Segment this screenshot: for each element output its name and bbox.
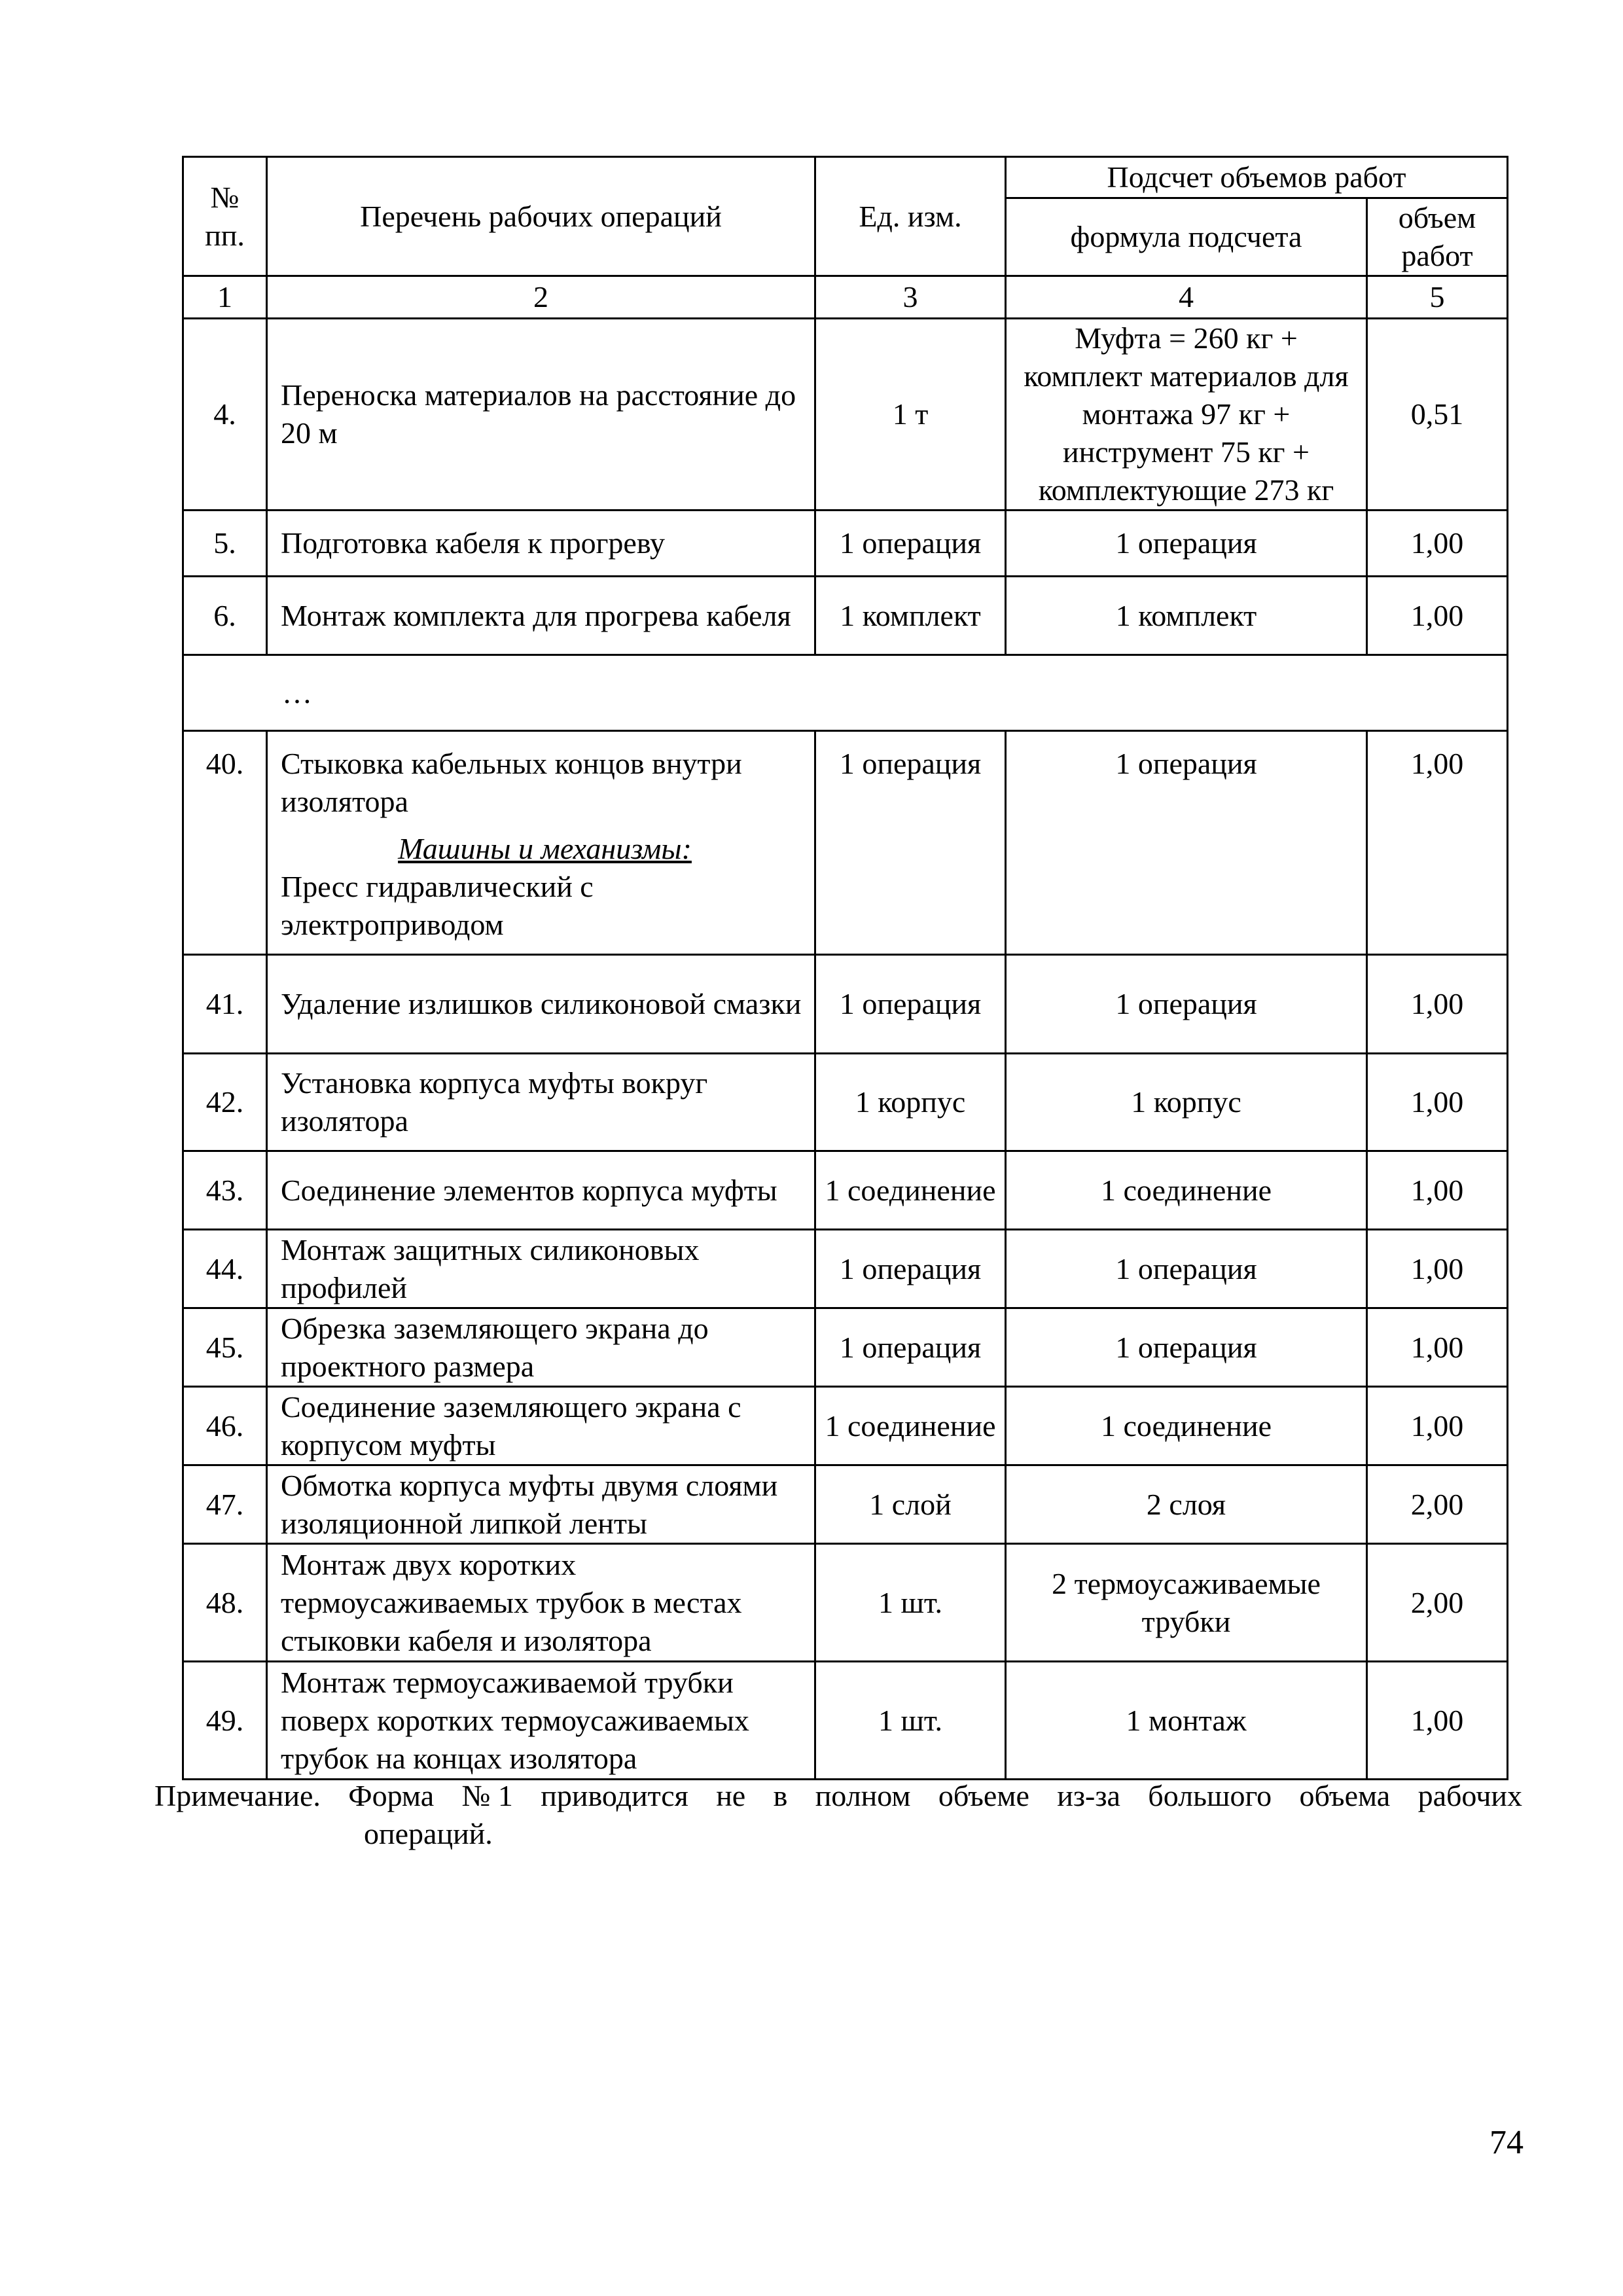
row-num: 45. [183,1308,267,1387]
row-operation: Подготовка кабеля к прогреву [267,511,815,577]
row-num: 40. [183,731,267,955]
row-num: 42. [183,1054,267,1151]
row-formula: 1 соединение [1006,1151,1367,1230]
row-unit: 1 слой [815,1465,1006,1544]
row-num: 43. [183,1151,267,1230]
table-row [183,1151,1508,1230]
header-num: № пп. [183,157,267,276]
row-num: 44. [183,1230,267,1308]
row-volume: 1,00 [1367,1230,1508,1308]
row-unit: 1 соединение [815,1151,1006,1230]
note-word: Примечание. [154,1779,321,1812]
row-volume: 1,00 [1367,1151,1508,1230]
note-line-1 [154,1777,1522,1815]
table-row [183,1054,1508,1151]
note-word: приводится [541,1779,688,1812]
note-word: Форма [348,1779,435,1812]
note-word: № 1 [461,1779,513,1812]
note-word: полном [815,1779,911,1812]
column-number: 4 [1006,276,1367,319]
row-formula: 1 корпус [1006,1054,1367,1151]
machine-item: Пресс гидравлический с электроприводом [281,870,594,941]
note-line-2: операций. [364,1817,493,1850]
row-volume: 1,00 [1367,1387,1508,1465]
row-unit: 1 операция [815,731,1006,955]
column-number: 2 [267,276,815,319]
note-word: не [716,1779,746,1812]
row-unit: 1 комплект [815,577,1006,655]
column-number: 1 [183,276,267,319]
row-num: 46. [183,1387,267,1465]
row-unit: 1 т [815,319,1006,511]
row-unit: 1 операция [815,1230,1006,1308]
row-formula: 1 операция [1006,731,1367,955]
row-volume: 2,00 [1367,1544,1508,1662]
row-operation: Соединение элементов корпуса муфты [267,1151,815,1230]
row-operation: Стыковка кабельных концов внутри изолятора [281,747,742,818]
row-operation: Монтаж комплекта для прогрева кабеля [267,577,815,655]
row-volume: 1,00 [1367,1308,1508,1387]
row-volume: 1,00 [1367,577,1508,655]
row-volume: 2,00 [1367,1465,1508,1544]
row-num: 4. [183,319,267,511]
table-row [183,1230,1508,1308]
row-unit: 1 корпус [815,1054,1006,1151]
row-unit: 1 шт. [815,1544,1006,1662]
row-operation: Монтаж двух коротких термоусаживаемых трубок в местах стыковки кабеля и изолятора [267,1544,815,1662]
row-operation: Обрезка заземляющего экрана до проектного размера [267,1308,815,1387]
column-number-row [183,276,1508,319]
ellipsis-row [183,655,1508,731]
row-unit: 1 операция [815,1308,1006,1387]
note-word: из-за [1057,1779,1120,1812]
row-formula: 1 соединение [1006,1387,1367,1465]
work-volume-table [182,156,1508,1780]
row-operation: Удаление излишков силиконовой смазки [267,955,815,1054]
row-formula: 1 комплект [1006,577,1367,655]
table-row [183,731,1508,955]
ellipsis: … [183,655,1508,731]
header-volume: объем работ [1367,198,1508,276]
note-word: рабочих [1418,1779,1522,1812]
table-row [183,1308,1508,1387]
row-volume: 1,00 [1367,731,1508,955]
table-row [183,319,1508,511]
row-operation: Соединение заземляющего экрана с корпусом муфты [267,1387,815,1465]
table-row [183,955,1508,1054]
header-calc-group: Подсчет объемов работ [1006,157,1508,198]
table-row [183,1387,1508,1465]
header-unit: Ед. изм. [815,157,1006,276]
row-volume: 1,00 [1367,511,1508,577]
row-volume: 1,00 [1367,1662,1508,1780]
row-num: 48. [183,1544,267,1662]
row-formula: 1 монтаж [1006,1662,1367,1780]
row-operation: Установка корпуса муфты вокруг изолятора [267,1054,815,1151]
row-formula: 2 слоя [1006,1465,1367,1544]
table-note [154,1777,1522,1853]
row-operation-cell [267,731,815,955]
row-formula: 1 операция [1006,955,1367,1054]
note-word: большого [1148,1779,1272,1812]
row-volume: 0,51 [1367,319,1508,511]
column-number: 3 [815,276,1006,319]
note-word: объеме [938,1779,1029,1812]
row-volume: 1,00 [1367,1054,1508,1151]
row-formula: Муфта = 260 кг + комплект материалов для монтажа 97 кг + инструмент 75 кг + комплектующие 273 кг [1006,319,1367,511]
table-row [183,1662,1508,1780]
row-unit: 1 соединение [815,1387,1006,1465]
header-formula: формула подсчета [1006,198,1367,276]
row-num: 6. [183,577,267,655]
note-word: объема [1299,1779,1391,1812]
row-num: 47. [183,1465,267,1544]
row-unit: 1 операция [815,511,1006,577]
machines-heading: Машины и механизмы: [398,832,692,865]
row-num: 49. [183,1662,267,1780]
row-operation: Монтаж защитных силиконовых профилей [267,1230,815,1308]
row-unit: 1 шт. [815,1662,1006,1780]
row-num: 41. [183,955,267,1054]
row-volume: 1,00 [1367,955,1508,1054]
column-number: 5 [1367,276,1508,319]
row-num: 5. [183,511,267,577]
row-formula: 1 операция [1006,1308,1367,1387]
row-operation: Обмотка корпуса муфты двумя слоями изоляционной липкой ленты [267,1465,815,1544]
header-operations: Перечень рабочих операций [267,157,815,276]
note-word: в [773,1779,788,1812]
table-row [183,577,1508,655]
table-row [183,1465,1508,1544]
row-formula: 2 термоусаживаемые трубки [1006,1544,1367,1662]
table-row [183,1544,1508,1662]
row-unit: 1 операция [815,955,1006,1054]
row-formula: 1 операция [1006,511,1367,577]
page-number: 74 [1489,2124,1524,2161]
row-formula: 1 операция [1006,1230,1367,1308]
table-row [183,511,1508,577]
row-operation: Переноска материалов на расстояние до 20 м [267,319,815,511]
row-operation: Монтаж термоусаживаемой трубки поверх коротких термоусаживаемых трубок на концах изолятора [267,1662,815,1780]
